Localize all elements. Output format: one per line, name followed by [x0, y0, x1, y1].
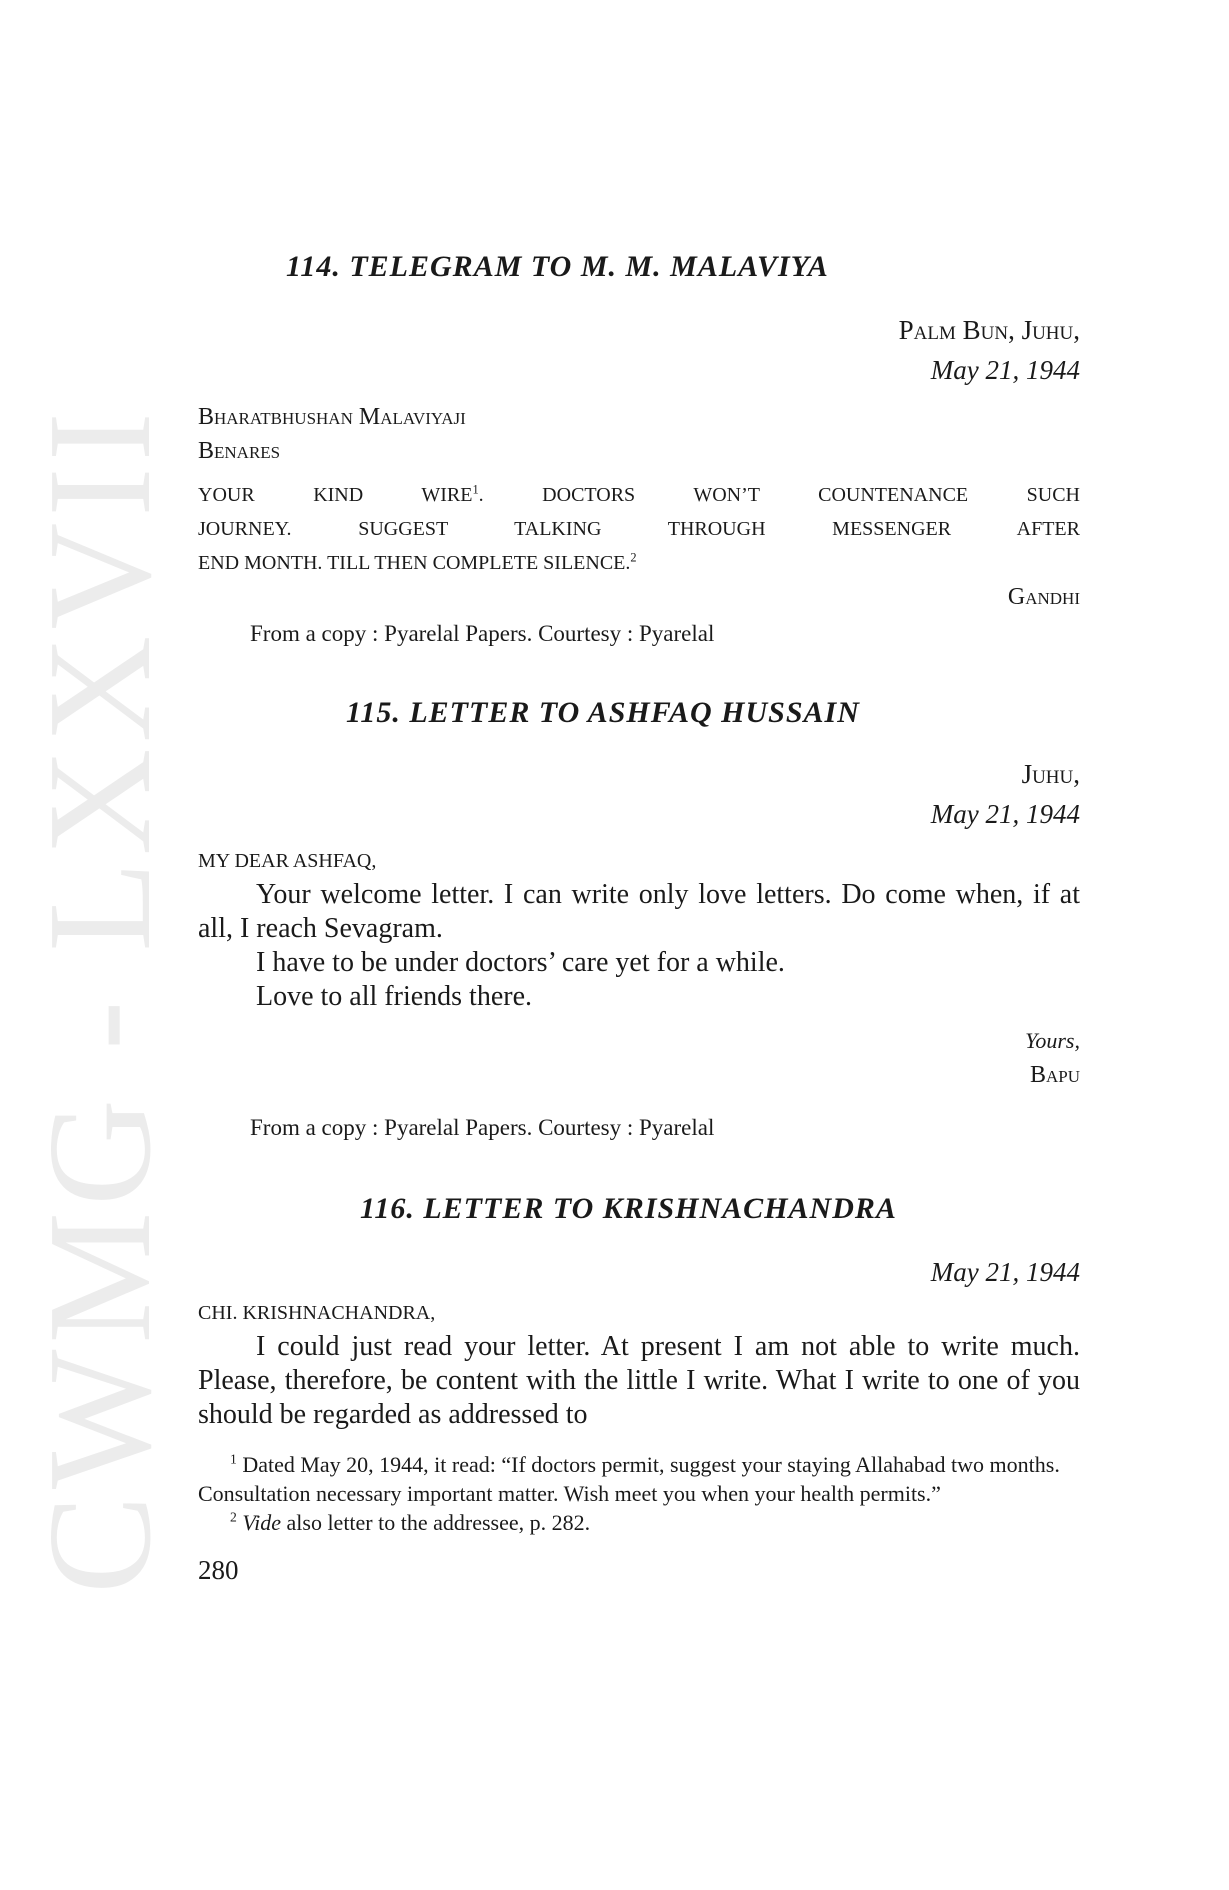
item-115-source: From a copy : Pyarelal Papers. Courtesy : Pyarelal	[250, 1115, 715, 1140]
footnote-1: $^1$ Dated May 20, 1944, it read: “If doctors permit, suggest your staying Allahabad two months. Consultation necessary important matter. Wish meet you when your health permits.”	[198, 1451, 1060, 1506]
item-115-signature: Bapu	[1029, 1062, 1080, 1088]
footnotes	[198, 1450, 1080, 1537]
item-114-date: May 21, 1944	[930, 355, 1080, 385]
item-116-title: 116. LETTER TO KRISHNACHANDRA	[360, 1192, 897, 1225]
item-114-telegram-text	[198, 478, 1080, 580]
item-114-addressee-line2: Benares	[198, 438, 281, 464]
telegram-line-3: END MONTH. TILL THEN COMPLETE SILENCE.$^2$	[198, 550, 637, 574]
item-115	[198, 696, 1080, 1144]
item-114	[198, 250, 1080, 650]
item-115-paragraph-2: I have to be under doctors’ care yet for a while.	[256, 947, 785, 978]
footnote-2-mark: 2	[230, 1509, 237, 1525]
telegram-line-1: YOUR KIND WIRE$^1$. DOCTORS WON’T COUNTENANCE SUCH	[198, 482, 1080, 506]
item-115-paragraph-3: Love to all friends there.	[256, 981, 533, 1012]
item-116-paragraph: I could just read your letter. At present I am not able to write much. Please, therefore, be content with the little I write. What I write to one of you should be regarded as addressed to	[198, 1331, 1080, 1430]
page-number: 280	[198, 1555, 239, 1585]
item-115-place: Juhu,	[1021, 759, 1080, 789]
item-116-salutation: CHI. KRISHNACHANDRA,	[198, 1302, 436, 1324]
item-116-body	[198, 1330, 1080, 1432]
item-116-date: May 21, 1944	[930, 1257, 1080, 1287]
item-115-closing: Yours,	[1025, 1028, 1080, 1053]
footnote-1-mark: 1	[230, 1451, 237, 1467]
footnote-2: $^2$ Vide also letter to the addressee, p. 282.	[230, 1509, 591, 1535]
item-114-source: From a copy : Pyarelal Papers. Courtesy : Pyarelal	[250, 621, 715, 646]
item-116	[198, 1192, 1080, 1432]
page-content	[198, 250, 1080, 1586]
footnote-ref-2: 2	[630, 550, 637, 565]
footnote-ref-1: 1	[472, 482, 479, 497]
item-114-title: 114. TELEGRAM TO M. M. MALAVIYA	[286, 250, 829, 283]
item-114-addressee-line1: Bharatbhushan Malaviyaji	[198, 404, 466, 430]
item-115-title: 115. LETTER TO ASHFAQ HUSSAIN	[346, 696, 860, 729]
telegram-line-2: JOURNEY. SUGGEST TALKING THROUGH MESSENGER AFTER	[198, 518, 1080, 540]
item-115-body	[198, 878, 1080, 1014]
item-114-place: Palm Bun, Juhu,	[898, 315, 1080, 345]
item-115-date: May 21, 1944	[930, 799, 1080, 829]
watermark: CWMG - LXXVII	[18, 406, 182, 1594]
item-114-signature: Gandhi	[1007, 584, 1080, 610]
item-115-salutation: MY DEAR ASHFAQ,	[198, 850, 377, 872]
item-115-paragraph-1: Your welcome letter. I can write only love letters. Do come when, if at all, I reach Sevagram.	[198, 879, 1080, 944]
